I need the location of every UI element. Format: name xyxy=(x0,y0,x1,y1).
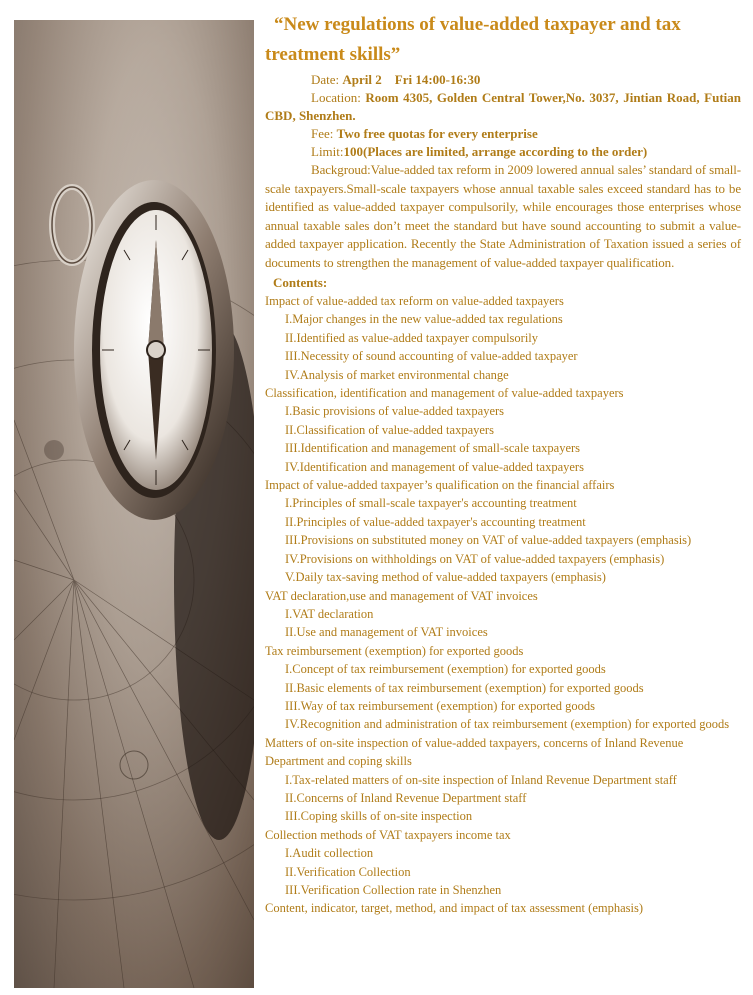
section-title: Tax reimbursement (exemption) for exported goods xyxy=(265,643,524,658)
background-label: Backgroud: xyxy=(311,162,371,177)
section-item: I.VAT declaration xyxy=(285,606,374,621)
section-item: III.Coping skills of on-site inspection xyxy=(285,809,473,824)
section-item: II.Basic elements of tax reimbursement (exemption) for exported goods xyxy=(285,680,644,695)
section-title: Impact of value-added tax reform on value-added taxpayers xyxy=(265,294,564,308)
section-title: Impact of value-added taxpayer’s qualification on the financial affairs xyxy=(265,478,615,493)
section-item: III.Way of tax reimbursement (exemption) for exported goods xyxy=(285,698,596,713)
section-item: II.Use and management of VAT invoices xyxy=(285,625,488,640)
section-item: I.Concept of tax reimbursement (exemption) for exported goods xyxy=(285,662,606,677)
section-title: Classification, identification and management of value-added taxpayers xyxy=(265,386,624,401)
background-paragraph xyxy=(265,161,741,272)
section-item: III.Provisions on substituted money on VAT of value-added taxpayers (emphasis) xyxy=(285,533,692,548)
date-value: April 2 Fri 14:00-16:30 xyxy=(342,72,481,87)
background-text: Value-added tax reform in 2009 lowered annual sales’ standard of small-scale taxpayers.Small-scale taxpayers whose annual taxable sales exceed standard has to be identified as value-added taxpayer compulsorily, while encourages those enterprises whose annual taxable sales don’t meet the standard but have sound accounting to submit a value-added taxpayer application. Recently the State Administration of Taxation issued a series of documents to strengthen the management of value-added taxpayer qualification. xyxy=(265,162,741,270)
section-item: II.Verification Collection xyxy=(285,864,411,879)
section-item: IV.Provisions on withholdings on VAT of value-added taxpayers (emphasis) xyxy=(285,551,665,566)
flyer-content xyxy=(265,10,741,918)
section-item: III.Identification and management of small-scale taxpayers xyxy=(285,441,581,456)
contents-heading: Contents: xyxy=(273,275,328,290)
section-item: IV.Recognition and administration of tax reimbursement (exemption) for exported goods xyxy=(285,717,730,732)
section-item: I.Major changes in the new value-added tax regulations xyxy=(285,312,563,327)
location-value: Room 4305, Golden Central Tower,No. 3037, Jintian Road, Futian CBD, Shenzhen. xyxy=(265,90,741,123)
limit-value: 100(Places are limited, arrange according to the order) xyxy=(343,144,648,159)
section-item: I.Principles of small-scale taxpayer's accounting treatment xyxy=(285,496,577,511)
section-item: II.Principles of value-added taxpayer's accounting treatment xyxy=(285,514,586,529)
section-title: VAT declaration,use and management of VAT invoices xyxy=(265,588,538,603)
page-title: “New regulations of value-added taxpayer and tax treatment skills” xyxy=(265,14,681,65)
compass-photo xyxy=(14,20,254,988)
location-label: Location: xyxy=(311,90,366,105)
compass-illustration xyxy=(14,20,254,988)
fee-label: Fee: xyxy=(311,126,337,141)
section-item: II.Classification of value-added taxpayers xyxy=(285,422,494,437)
date-label: Date: xyxy=(311,72,343,87)
section-item: V.Daily tax-saving method of value-added taxpayers (emphasis) xyxy=(285,570,606,585)
section-title: Content, indicator, target, method, and impact of tax assessment (emphasis) xyxy=(265,901,643,916)
section-item: III.Necessity of sound accounting of value-added taxpayer xyxy=(285,349,578,364)
event-details xyxy=(265,71,741,161)
section-item: I.Audit collection xyxy=(285,846,374,861)
limit-label: Limit: xyxy=(311,144,344,159)
section-item: I.Tax-related matters of on-site inspection of Inland Revenue Department staff xyxy=(285,772,677,787)
contents-outline xyxy=(265,292,741,918)
section-title: Matters of on-site inspection of value-added taxpayers, concerns of Inland Revenue Department and coping skills xyxy=(265,735,684,769)
fee-row xyxy=(265,125,741,143)
section-item: I.Basic provisions of value-added taxpayers xyxy=(285,404,505,419)
fee-value: Two free quotas for every enterprise xyxy=(336,126,538,141)
section-item: II.Identified as value-added taxpayer compulsorily xyxy=(285,330,539,345)
section-title: Collection methods of VAT taxpayers income tax xyxy=(265,827,511,842)
section-item: II.Concerns of Inland Revenue Department staff xyxy=(285,790,527,805)
section-item: IV.Analysis of market environmental change xyxy=(285,367,509,382)
location-row xyxy=(265,89,741,125)
date-row xyxy=(265,71,741,89)
section-item: IV.Identification and management of value-added taxpayers xyxy=(285,459,584,474)
limit-row xyxy=(265,143,741,161)
section-item: III.Verification Collection rate in Shenzhen xyxy=(285,883,502,897)
